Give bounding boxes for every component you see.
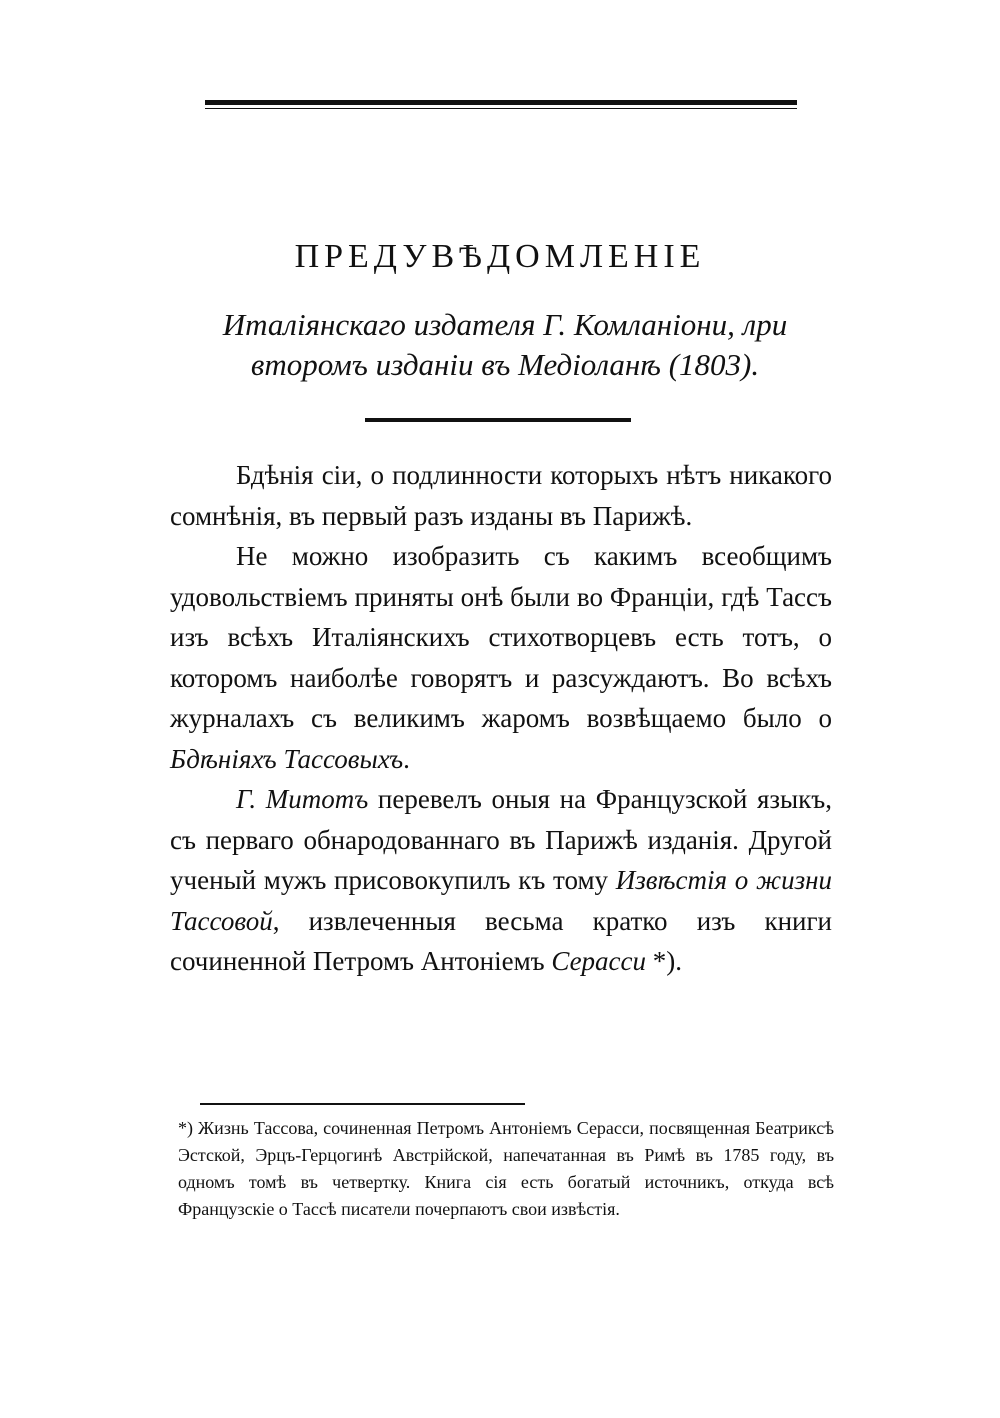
paragraph-2-italic: Бдѣніяхъ Тассовыхъ [170, 743, 404, 774]
page-title: ПРЕДУВѢДОМЛЕНІЕ [294, 238, 706, 275]
paragraph-3-italic-author: Серасси [551, 946, 647, 976]
footnote [178, 1115, 834, 1223]
paragraph-3-italic-title: Извѣстія о жизни Тассовой [170, 865, 833, 936]
paragraph-3-text-b: , извлеченныя весьма кратко изъ книги сочиненной Петромъ Антоніемъ [170, 905, 832, 976]
paragraph-3-end: *). [652, 946, 683, 976]
page-subtitle: Италіянскаго издателя Г. Комланіони, лри второмъ изданіи въ Медіоланѣ (1803). [222, 307, 788, 382]
paragraph-2 [170, 536, 832, 779]
footnote-text: *) Жизнь Тассова, сочиненная Петромъ Антоніемъ Серасси, посвященная Беатриксѣ Эстской, Эрцъ-Герцогинѣ Австрійской, напечатанная въ Римѣ въ 1785 году, въ одномъ томѣ въ четвертку. Книга сія есть богатый источникъ, откуда всѣ Французскіе о Тассѣ писатели почерпаютъ свои извѣстія. [178, 1118, 834, 1219]
paragraph-3-text-a: перевелъ оныя на Французской языкъ, съ перваго обнародованнаго въ Парижѣ изданія. Другой ученый мужъ присовокупилъ къ тому [170, 784, 833, 895]
paragraph-1: Бдѣнія сіи, о подлинности которыхъ нѣтъ никакого сомнѣнія, въ первый разъ изданы въ Парижѣ. [170, 460, 832, 531]
paragraph-2-text: Не можно изобразить съ какимъ всеобщимъ удовольствіемъ приняты онѣ были во Франціи, гдѣ Тассъ изъ всѣхъ Италіянскихъ стихотворцевъ есть тотъ, о которомъ наиболѣе говорятъ и разсуждаютъ. Во всѣхъ журналахъ съ великимъ жаромъ возвѣщаемо было о [170, 541, 832, 733]
paragraph-2-end: . [403, 743, 410, 774]
footnote-rule [200, 1103, 525, 1105]
body-text [170, 455, 832, 982]
paragraph-3 [170, 779, 832, 982]
top-double-rule [205, 100, 797, 105]
section-divider [365, 418, 631, 422]
paragraph-3-italic-name: Г. Митотъ [236, 784, 369, 814]
